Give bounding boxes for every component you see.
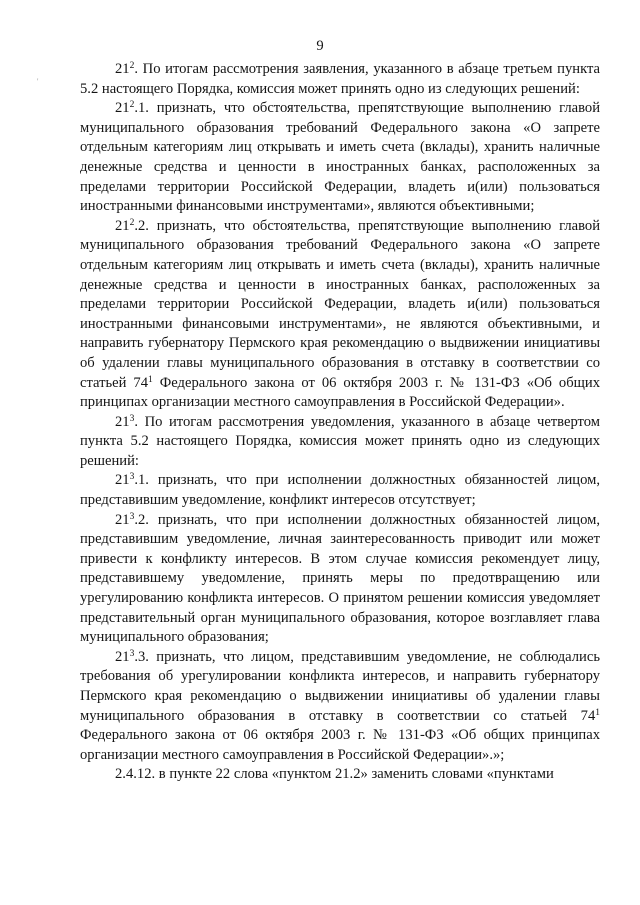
paragraph-21-2-2: $21^2.2$. признать, что обстоятельства, препятствующие выполнению главой муниципального образования требований Федерального закона «О запрете отдельным категориям лиц открывать и иметь счета (вклады), хранить наличные денежные средства и ценности в иностранных банках, расположенных за пределами территории Российской Федерации, владеть и(или) пользоваться иностранными финансовыми инструментами», не являются объективными, и направить губернатору Пермского края рекомендацию о выдвижении инициативы об удалении главы муниципального образования в отставку в соответствии со статьей $74^1$ Федерального закона от 06 октября 2003 г. № 131-ФЗ «Об общих принципах организации местного самоуправления в Российской Федерации». xyxy=(80,217,600,411)
paragraph-21-3-2: $21^3.2$. признать, что при исполнении должностных обязанностей лицом, представившим уведомление, личная заинтересованность приводит или может привести к конфликту интересов. В этом случае комиссия рекомендует лицу, представившему уведомление, принять меры по предотвращению или урегулированию конфликта интересов. О принятом решении комиссия уведомляет представительный орган муниципального образования, которое возглавляет глава муниципального образования; xyxy=(80,511,600,646)
paragraph-21-3: $21^3$. По итогам рассмотрения уведомления, указанного в абзаце четвертом пункта 5.2 настоящего Порядка, комиссия может принять одно из следующих решений: xyxy=(80,413,600,469)
paragraph-21-2-1: $21^2.1$. признать, что обстоятельства, препятствующие выполнению главой муниципального образования требований Федерального закона «О запрете отдельным категориям лиц открывать и иметь счета (вклады), хранить наличные денежные средства и ценности в иностранных банках, расположенных за пределами территории Российской Федерации, владеть и(или) пользоваться иностранными финансовыми инструментами», являются объективными; xyxy=(80,100,600,215)
page-number: 9 xyxy=(316,38,324,54)
paragraph-21-3-1: $21^3.1$. признать, что при исполнении должностных обязанностей лицом, представившим уведомление, конфликт интересов отсутствует; xyxy=(80,472,600,509)
paragraph-21-2: $21^2$. По итогам рассмотрения заявления, указанного в абзаце третьем пункта 5.2 настоящего Порядка, комиссия может принять одно из следующих решений: xyxy=(80,61,600,97)
paragraph-2-4-12: 2.4.12. в пункте 22 слова «пунктом 21.2» заменить словами «пунктами xyxy=(115,766,554,783)
scan-mark: ' xyxy=(37,77,39,86)
paragraph-21-3-3: $21^3.3$. признать, что лицом, представившим уведомление, не соблюдались требования об урегулировании конфликта интересов, и направить губернатору Пермского края рекомендацию о выдвижении инициативы об удалении главы муниципального образования в отставку в соответствии со статьей $74^1$ Федерального закона от 06 октября 2003 г. № 131-ФЗ «Об общих принципах организации местного самоуправления в Российской Федерации».»; xyxy=(80,648,600,763)
document-body xyxy=(80,60,600,785)
